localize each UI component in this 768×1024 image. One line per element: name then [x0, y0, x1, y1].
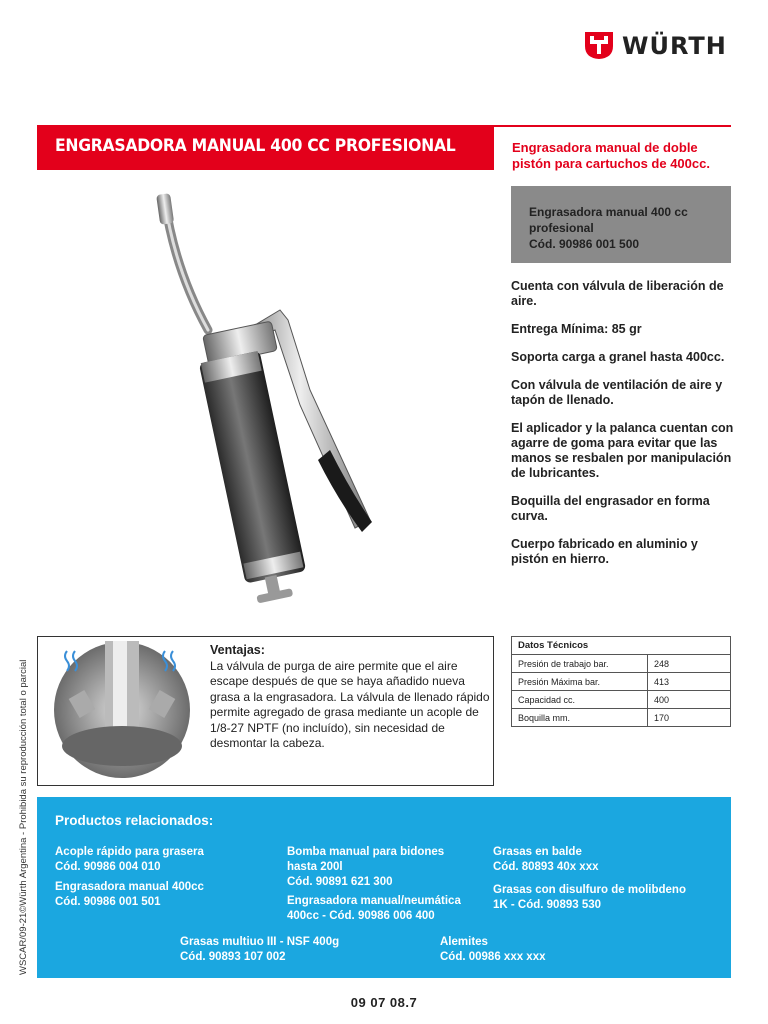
feature-item: El aplicador y la palanca cuentan con agarre de goma para evitar que las manos se resbalen por manipulación de lubricantes. [511, 421, 734, 480]
copyright-note: WSCAR/09-21©Würth Argentina - Prohibida su reproducción total o parcial [18, 659, 29, 975]
feature-item: Cuenta con válvula de liberación de aire. [511, 279, 724, 308]
product-code-box [511, 186, 731, 263]
tech-label: Presión de trabajo bar. [512, 655, 648, 673]
feature-item: Entrega Mínima: 85 gr [511, 322, 642, 336]
feature-item: Cuerpo fabricado en aluminio y pistón en hierro. [511, 537, 698, 566]
tech-label: Capacidad cc. [512, 691, 648, 709]
table-row [512, 673, 731, 691]
related-item: Bomba manual para bidones hasta 200l Cód. 90891 621 300 [287, 846, 445, 888]
advantages-body: La válvula de purga de aire permite que el aire escape después de que se haya añadido nueva grasa a la engrasadora. La válvula de llenado rápido permite agregado de grasa mediante un acople de 1/8-27 NPTF (no incluído), sin necesidad de desmontar la cabeza. [210, 658, 490, 750]
grease-gun-image [140, 190, 440, 610]
tech-label: Presión Máxima bar. [512, 673, 648, 691]
table-row [512, 709, 731, 727]
tech-label: Boquilla mm. [512, 709, 648, 727]
product-name: Engrasadora manual 400 cc profesional [529, 205, 688, 235]
related-item: Engrasadora manual/neumática 400cc - Cód. 90986 006 400 [287, 895, 461, 922]
product-code: Cód. 90986 001 500 [529, 237, 640, 251]
feature-item: Boquilla del engrasador en forma curva. [511, 494, 710, 523]
advantages-text [210, 643, 490, 752]
table-row [512, 691, 731, 709]
related-item: Engrasadora manual 400cc Cód. 90986 001 501 [55, 881, 204, 908]
page-title: ENGRASADORA MANUAL 400 CC PROFESIONAL [55, 136, 456, 156]
related-item: Acople rápido para grasera Cód. 90986 004 010 [55, 846, 204, 873]
wurth-logo [584, 30, 734, 64]
tech-value: 170 [648, 709, 731, 727]
subtitle: Engrasadora manual de doble pistón para cartuchos de 400cc. [512, 140, 710, 171]
related-item: Grasas con disulfuro de molibdeno 1K - Cód. 90893 530 [493, 884, 686, 911]
advantages-heading: Ventajas: [210, 643, 265, 657]
tech-value: 400 [648, 691, 731, 709]
related-item: Grasas multiuo III - NSF 400g Cód. 90893 107 002 [180, 936, 340, 963]
title-divider [494, 125, 731, 127]
related-item: Alemites Cód. 00986 xxx xxx [440, 936, 546, 963]
valve-detail-image [53, 641, 191, 779]
brand-name: WÜRTH [622, 32, 727, 60]
footer-code: 09 07 08.7 [350, 995, 418, 1010]
tech-value: 413 [648, 673, 731, 691]
feature-list [511, 279, 736, 580]
title-bar [37, 125, 494, 170]
feature-item: Soporta carga a granel hasta 400cc. [511, 350, 725, 364]
feature-item: Con válvula de ventilación de aire y tapón de llenado. [511, 378, 723, 407]
tech-value: 248 [648, 655, 731, 673]
related-item: Grasas en balde Cód. 80893 40x xxx [493, 846, 599, 873]
table-row [512, 655, 731, 673]
wurth-logo-mark-icon [584, 30, 614, 60]
tech-data-heading: Datos Técnicos [512, 637, 731, 655]
tech-data-table [511, 636, 731, 727]
product-code-text [529, 204, 719, 252]
related-heading: Productos relacionados: [55, 813, 214, 828]
